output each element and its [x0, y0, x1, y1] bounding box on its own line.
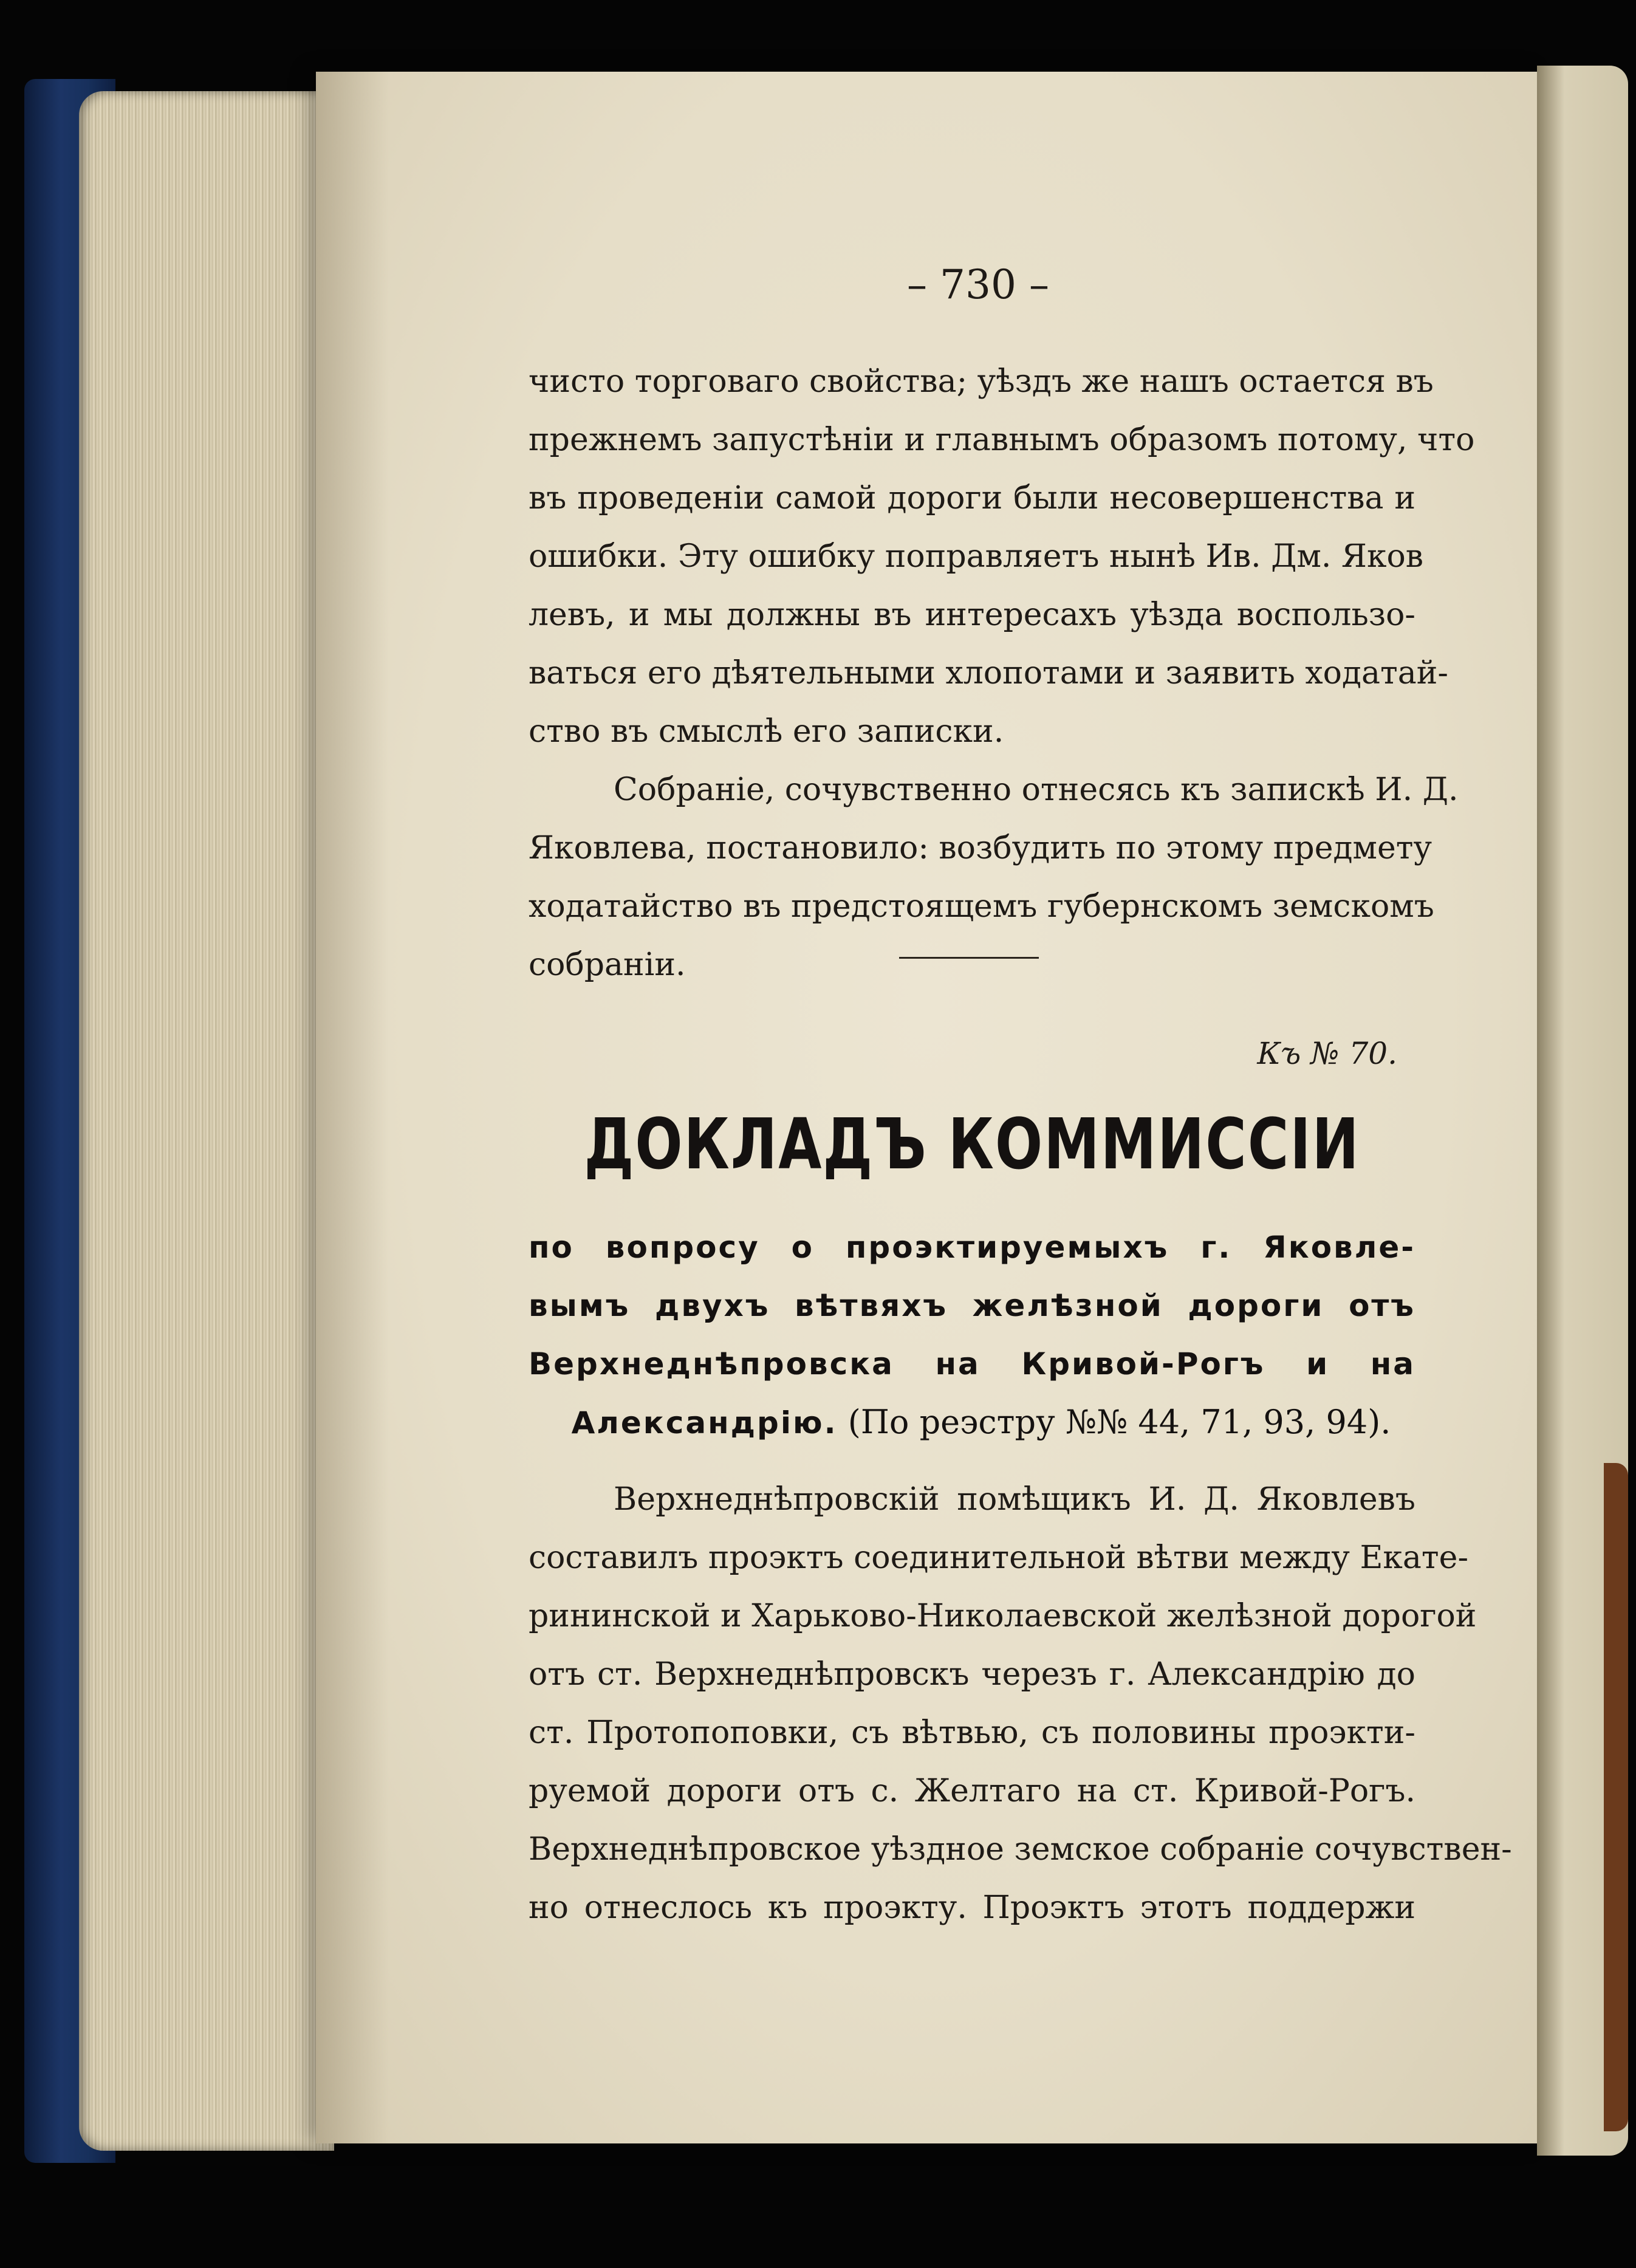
page-number: – 730 – [907, 261, 1049, 308]
text-line: ваться его дѣятельными хлопотами и заявить ходатай- [529, 655, 1448, 691]
text-line: левъ, и мы должны въ интересахъ уѣзда воспользо- [529, 597, 1415, 633]
text-line: ство въ смыслѣ его записки. [529, 713, 1004, 750]
text-line: рининской и Харьково-Николаевской желѣзной дорогой [529, 1598, 1477, 1634]
page-edges [79, 91, 334, 2151]
next-page-edge [1537, 66, 1628, 2156]
text-line: отъ ст. Верхнеднѣпровскъ черезъ г. Александрiю до [529, 1656, 1415, 1693]
registry-reference: (По реэстру №№ 44, 71, 93, 94). [837, 1403, 1391, 1441]
subtitle-line: по вопросу о проэктируемыхъ г. Яковле- [529, 1230, 1415, 1265]
text-line: руемой дороги отъ с. Желтаго на ст. Кривой-Рогъ. [529, 1773, 1415, 1809]
text-line: Яковлева, постановило: возбудить по этому предмету [529, 830, 1432, 866]
text-line: Верхнеднѣпровскiй помѣщикъ И. Д. Яковлевъ [614, 1481, 1415, 1518]
report-title: ДОКЛАДЪ КОММИССІИ [584, 1103, 1360, 1185]
section-divider [899, 957, 1039, 959]
subtitle-bold-word: Александрiю. [571, 1405, 838, 1441]
paragraph-continuation [529, 352, 1475, 761]
text-line: собранiи. [529, 947, 686, 983]
subtitle-line: Верхнеднѣпровска на Кривой-Рогъ и на [529, 1346, 1415, 1382]
text-line: Собранiе, сочувственно отнесясь къ запискѣ И. Д. [614, 772, 1459, 808]
text-line: ходатайство въ предстоящемъ губернскомъ земскомъ [529, 888, 1434, 925]
text-line: въ проведенiи самой дороги были несовершенства и [529, 480, 1415, 516]
paragraph-resolution [529, 761, 1459, 994]
paragraph-report-body [529, 1470, 1512, 1937]
text-line: ст. Протопоповки, съ вѣтвью, съ половины проэкти- [529, 1715, 1415, 1751]
text-line: составилъ проэктъ соединительной вѣтви между Екате- [529, 1540, 1469, 1576]
subtitle-line: вымъ двухъ вѣтвяхъ желѣзной дороги отъ [529, 1288, 1415, 1323]
text-line: но отнеслось къ проэкту. Проэктъ этотъ поддержи [529, 1889, 1415, 1926]
text-line: прежнемъ запустѣнiи и главнымъ образомъ потому, что [529, 422, 1475, 458]
subtitle-line [529, 1393, 1415, 1452]
text-line: чисто торговаго свойства; уѣздъ же нашъ остается въ [529, 363, 1434, 400]
report-subtitle [529, 1218, 1415, 1452]
text-line: ошибки. Эту ошибку поправляетъ нынѣ Ив. Дм. Яков [529, 538, 1424, 575]
text-line: Верхнеднѣпровское уѣздное земское собранiе сочувствен- [529, 1831, 1512, 1868]
reference-number: Къ № 70. [1257, 1036, 1397, 1071]
